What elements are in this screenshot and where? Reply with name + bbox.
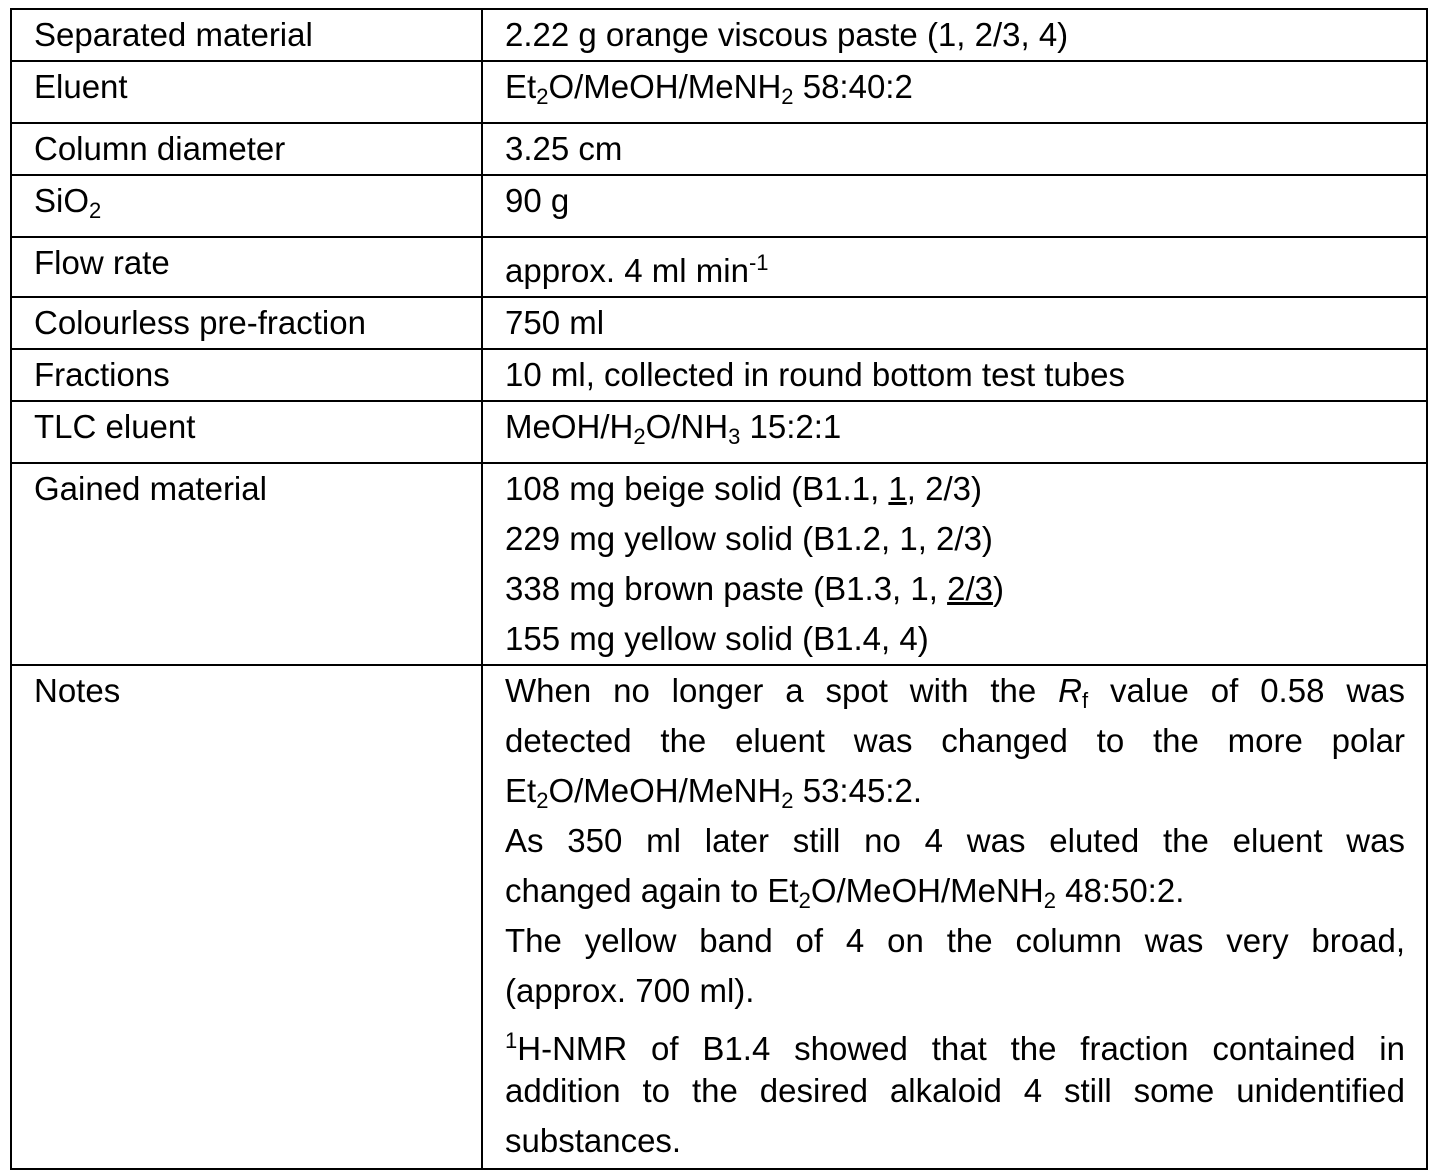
gained-value [482,463,1427,665]
notes-line: As 350 ml later still no 4 was eluted the eluent was [505,822,1405,859]
row-label: Column diameter [11,123,482,175]
gained-line: 338 mg brown paste (B1.3, 1, 2/3) [505,570,1004,607]
row-value: 2.22 g orange viscous paste (1, 2/3, 4) [482,9,1427,61]
notes-line: When no longer a spot with the $R_f$ value of 0.58 was [505,672,1405,713]
row-value: 750 ml [482,297,1427,349]
row-value: 90 g [482,175,1427,237]
gained-label: Gained material [11,463,482,665]
table-row-gained [11,463,1427,665]
notes-line: detected the eluent was changed to the more polar [505,722,1405,759]
row-label: TLC eluent [11,401,482,463]
row-value: approx. 4 ml $\min^{-1}$ [482,237,1427,297]
row-label: Flow rate [11,237,482,297]
table-row [11,61,1427,123]
notes-line: The yellow band of 4 on the column was very broad, [505,922,1405,959]
row-value: $Et_2O/MeOH/MeNH_2$ 58:40:2 [482,61,1427,123]
gained-line: 229 mg yellow solid (B1.2, 1, 2/3) [505,520,993,557]
table-row-notes [11,665,1427,1169]
notes-label: Notes [11,665,482,1169]
row-label: Colourless pre-fraction [11,297,482,349]
gained-line: 108 mg beige solid (B1.1, 1, 2/3) [505,470,982,507]
row-value: 10 ml, collected in round bottom test tubes [482,349,1427,401]
notes-line: substances. [505,1122,682,1159]
table-row [11,349,1427,401]
notes-value [482,665,1427,1169]
table-row [11,297,1427,349]
table-row [11,237,1427,297]
row-label: SiO$_2$ [11,175,482,237]
data-table [10,8,1428,1170]
gained-line: 155 mg yellow solid (B1.4, 4) [505,620,929,657]
table-row [11,9,1427,61]
row-label: Fractions [11,349,482,401]
table-row [11,123,1427,175]
table-row [11,175,1427,237]
notes-line: (approx. 700 ml). [505,972,755,1009]
notes-line: $^1$H-NMR of B1.4 showed that the fraction contained in [505,1028,1405,1066]
notes-line: changed again to $Et_2O/MeOH/MeNH_2$ 48:50:2. [505,872,1185,913]
notes-line: $Et_2O/MeOH/MeNH_2$ 53:45:2. [505,772,922,813]
table-row [11,401,1427,463]
row-value: MeOH/$H_2O/NH_3$ 15:2:1 [482,401,1427,463]
row-label: Separated material [11,9,482,61]
row-label: Eluent [11,61,482,123]
row-value: 3.25 cm [482,123,1427,175]
notes-line: addition to the desired alkaloid 4 still some unidentified [505,1072,1405,1109]
